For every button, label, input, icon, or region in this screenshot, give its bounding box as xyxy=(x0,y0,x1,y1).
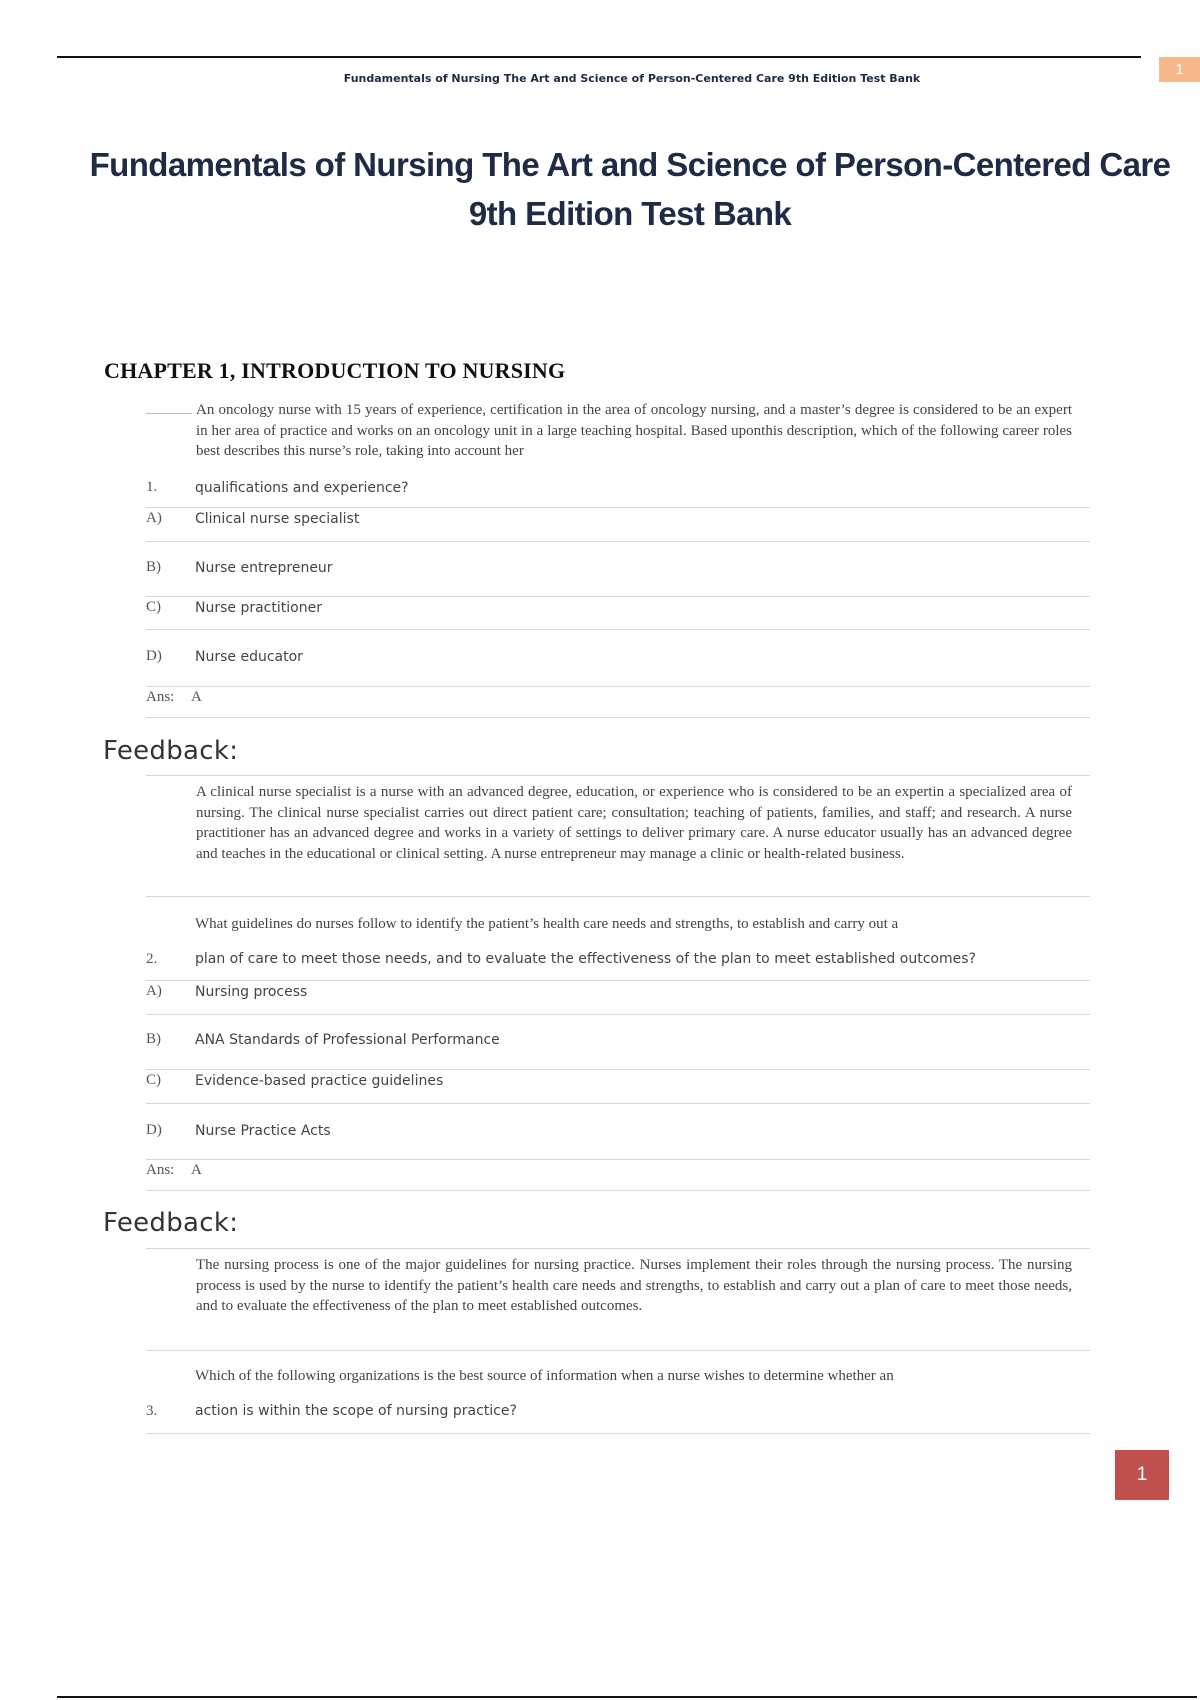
option-letter: D) xyxy=(146,648,162,664)
answer-label: Ans: xyxy=(146,1162,175,1178)
question-1-stem-end: qualifications and experience? xyxy=(195,480,409,496)
divider xyxy=(146,717,1090,718)
answer-label: Ans: xyxy=(146,689,175,705)
option-a-text: Clinical nurse specialist xyxy=(195,511,360,527)
option-letter: C) xyxy=(146,1072,161,1088)
divider xyxy=(146,629,1090,630)
running-header: Fundamentals of Nursing The Art and Science of Person-Centered Care 9th Edition Test Bank xyxy=(343,72,921,85)
divider xyxy=(146,1159,1090,1160)
question-3-number: 3. xyxy=(146,1403,158,1419)
divider xyxy=(146,1350,1090,1351)
divider xyxy=(146,775,1090,776)
divider xyxy=(146,896,1090,897)
option-letter: A) xyxy=(146,983,162,999)
question-1-stem: An oncology nurse with 15 years of experience, certification in the area of oncology nursing, and a master’s degree is considered to be an expert in her area of practice and works on an oncology unit in a large teaching hospital. Based uponthis description, which of the following career roles best describes this nurse’s role, taking into account her xyxy=(196,402,1072,459)
option-d-text: Nurse Practice Acts xyxy=(195,1123,331,1139)
option-c-text: Evidence-based practice guidelines xyxy=(195,1073,444,1089)
question-2-feedback: The nursing process is one of the major guidelines for nursing practice. Nurses implement their roles through the nursing process. The nursing process is used by the nurse to identify the patient’s health care needs and strengths, to establish and carry out a plan of care to meet those needs, and to evaluate the effectiveness of the plan to meet established outcomes. xyxy=(196,1257,1072,1314)
option-letter: A) xyxy=(146,510,162,526)
chapter-heading: CHAPTER 1, INTRODUCTION TO NURSING xyxy=(104,358,566,383)
option-letter: B) xyxy=(146,1031,161,1047)
title-line-2: 9th Edition Test Bank xyxy=(468,195,792,232)
option-letter: C) xyxy=(146,599,161,615)
option-letter: B) xyxy=(146,559,161,575)
option-b-text: ANA Standards of Professional Performance xyxy=(195,1032,500,1048)
feedback-heading: Feedback: xyxy=(103,736,239,766)
question-1-feedback: A clinical nurse specialist is a nurse with an advanced degree, education, or experience who is considered to be an expertin a specialized area of nursing. The clinical nurse specialist carries out direct patient care; consultation; teaching of patients, families, and staff; and research. A nurse practitioner has an advanced degree and works in a variety of settings to deliver primary care. A nurse educator usually has an advanced degree and teaches in the educational or clinical setting. A nurse entrepreneur may manage a clinic or health-related business. xyxy=(196,784,1072,862)
divider xyxy=(146,1069,1090,1070)
question-3-stem-end: action is within the scope of nursing practice? xyxy=(195,1403,517,1419)
option-letter: D) xyxy=(146,1122,162,1138)
divider xyxy=(146,1190,1090,1191)
title-line-1: Fundamentals of Nursing The Art and Science of Person-Centered Care xyxy=(89,146,1171,183)
divider xyxy=(146,1014,1090,1015)
stem-underline xyxy=(146,413,192,414)
divider xyxy=(146,507,1090,508)
footer-rule xyxy=(57,1696,1197,1698)
divider xyxy=(146,1248,1090,1249)
answer-value: A xyxy=(191,689,202,705)
divider xyxy=(146,686,1090,687)
divider xyxy=(146,596,1090,597)
question-2-stem: What guidelines do nurses follow to identify the patient’s health care needs and strengths, to establish and carry out a xyxy=(195,916,899,932)
page-number-badge: 1 xyxy=(1115,1450,1169,1500)
divider xyxy=(146,1103,1090,1104)
option-a-text: Nursing process xyxy=(195,984,308,1000)
divider xyxy=(146,541,1090,542)
option-c-text: Nurse practitioner xyxy=(195,600,322,616)
feedback-heading: Feedback: xyxy=(103,1208,239,1238)
answer-value: A xyxy=(191,1162,202,1178)
divider xyxy=(146,980,1090,981)
document-title xyxy=(80,140,1180,238)
option-b-text: Nurse entrepreneur xyxy=(195,560,333,576)
question-1-number: 1. xyxy=(146,479,158,495)
question-3-stem: Which of the following organizations is the best source of information when a nurse wishes to determine whether an xyxy=(195,1368,894,1384)
question-2-stem-end: plan of care to meet those needs, and to evaluate the effectiveness of the plan to meet established outcomes? xyxy=(195,951,976,967)
header-rule xyxy=(57,56,1141,58)
page-tab: 1 xyxy=(1159,57,1200,82)
option-d-text: Nurse educator xyxy=(195,649,303,665)
divider xyxy=(146,1433,1090,1434)
question-2-number: 2. xyxy=(146,951,158,967)
